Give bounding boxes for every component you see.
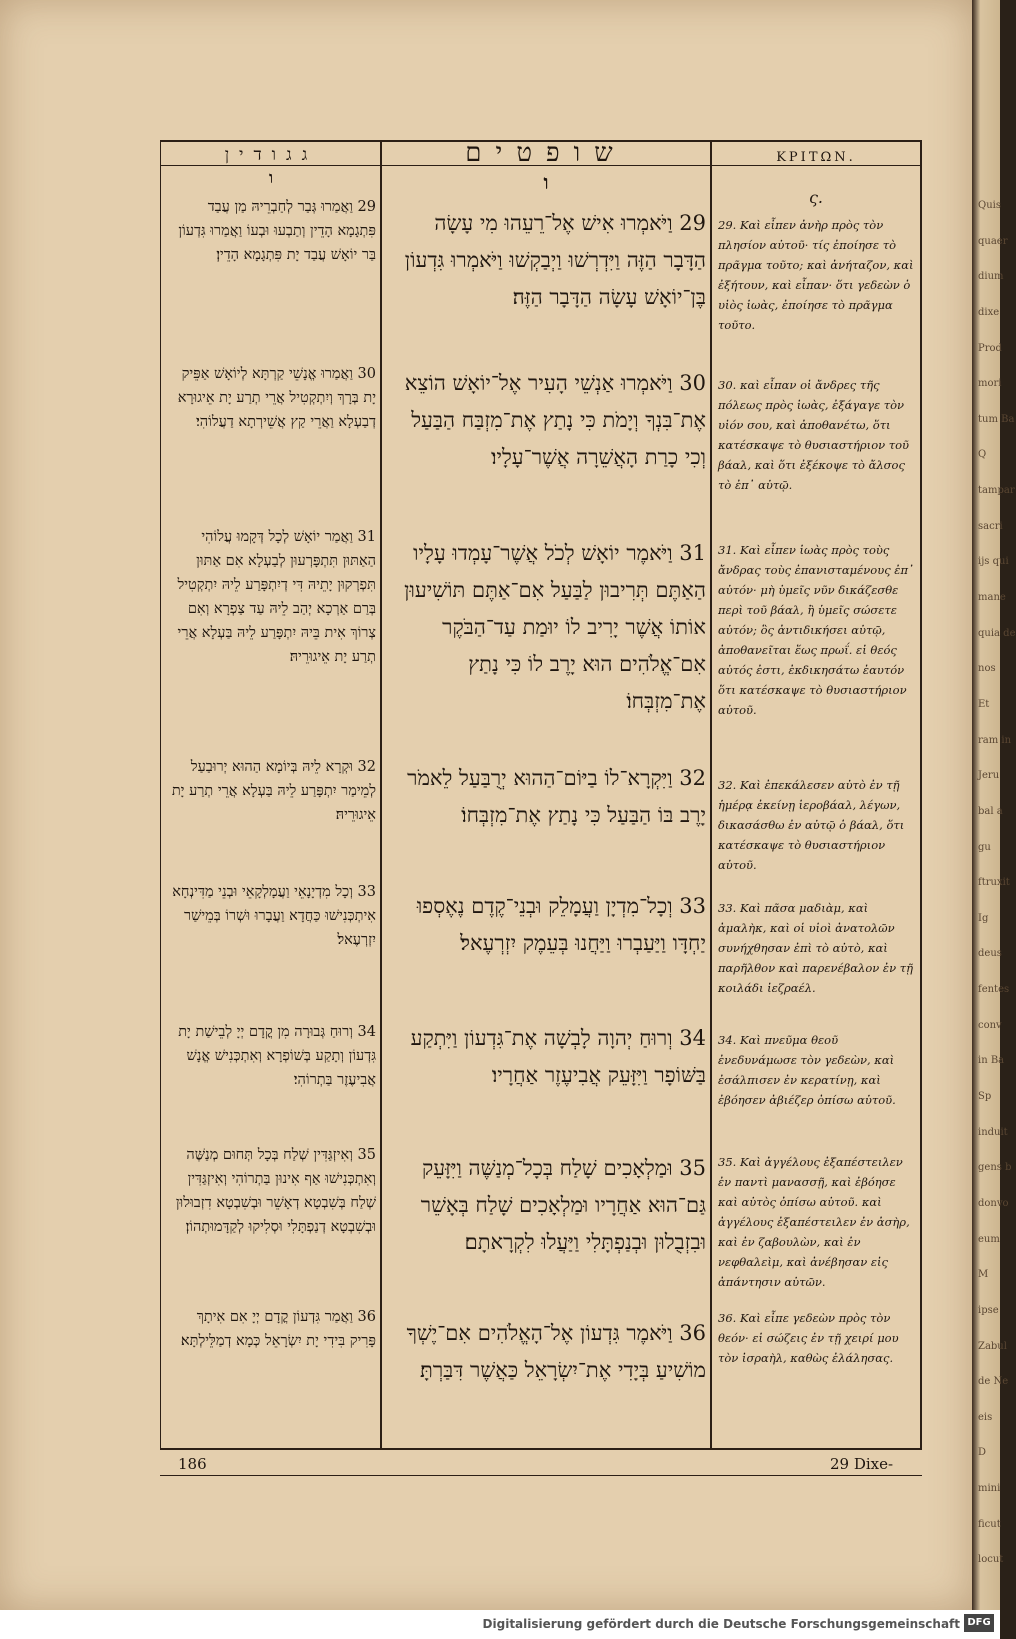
greek-verse-32: 32. Καὶ ἐπεκάλεσεν αὐτὸ ἐν τῇ ἡμέρᾳ ἐκείνῃ ἱεροβάαλ, λέγων, δικασάσθω ἐν αὐτῷ ὁ βάαλ, ὅτι κατέσκαψε τὸ θυσιαστήριον αὐτοῦ. <box>718 778 905 872</box>
aramaic-column-header: גגודין <box>224 145 318 165</box>
aramaic-verse-35: 35 וְאִיזְגַּדִּין שְׁלַח בְּכָל תְּחוּם מְנַשֶּׁה וְאִתְכְּנִישׁוּ אַף אִינוּן בַּתְרוֹהִי וְאִיזְגַּדִּין שְׁלַח בְּשִׁבְטָא דְאָשֵׁר וּבְשִׁבְטָא דִזְבוּלוּן וּבְשִׁבְטָא דְנַפְתָּלִי וּסְלִיקוּ לְקַדָּמוּתְהוֹן׃ <box>175 1147 376 1235</box>
greek-verse-36: 36. Καὶ εἶπε γεδεὼν πρὸς τὸν θεόν· εἰ σώζεις ἐν τῇ χειρί μου τὸν ἰσραὴλ, καθὼς ἐλάλησας. <box>718 1311 899 1365</box>
facing-page-fragment: tum Ba <box>978 414 1015 425</box>
column-divider-1 <box>380 140 382 1450</box>
greek-column-header: ΚΡΙΤΩΝ. <box>776 150 856 165</box>
facing-page-fragment: Zabul <box>978 1341 1007 1352</box>
facing-page-fragment: Q <box>978 449 987 460</box>
facing-page-fragment: mori <box>978 378 1002 389</box>
hebrew-column-header: שופטים <box>465 138 627 168</box>
facing-page-fragment: Quis <box>978 200 1001 211</box>
facing-page-fragment: fentes <box>978 984 1010 995</box>
page-number: 186 <box>178 1455 207 1473</box>
aramaic-verse-32: 32 וּקְרָא לֵיהּ בְּיוֹמָא הַהוּא יְרוּבַעַל לְמֵימַר יִתְפָּרַע לֵיהּ בַּעְלָא אֲרֵי תְרַע יָת אֵיגוּרֵיהּ׃ <box>171 759 376 823</box>
greek-verse-34: 34. Καὶ πνεῦμα θεοῦ ἐνεδυνάμωσε τὸν γεδεὼν, καὶ ἐσάλπισεν ἐν κερατίνῃ, καὶ ἐβόησεν ἀβιέζερ ὀπίσω αὐτοῦ. <box>718 1033 896 1107</box>
hebrew-verse-34: 34 וְרוּחַ יְהוָה לָבְשָׁה אֶת־גִּדְעוֹן וַיִּתְקַע בַּשּׁוֹפָר וַיִּזָּעֵק אֲבִיעֶזֶר אַחֲרָיו׃ <box>410 1026 706 1087</box>
facing-page-fragment: D <box>978 1447 987 1458</box>
facing-page-fragment: mane <box>978 592 1006 603</box>
hebrew-verse-30: 30 וַיֹּאמְרוּ אַנְשֵׁי הָעִיר אֶל־יוֹאָשׁ הוֹצֵא אֶת־בִּנְךָ וְיָמֹת כִּי נָתַץ אֶת־מִזְבַּח הַבַּעַל וְכִי כָרַת הָאֲשֵׁרָה אֲשֶׁר־עָלָיו׃ <box>404 371 706 469</box>
facing-page-fragment: eum <box>978 1234 1000 1245</box>
facing-page-fragment: in Ba <box>978 1055 1005 1066</box>
frame-bottom-rule <box>160 1448 922 1450</box>
facing-page-fragment: quaer <box>978 236 1008 247</box>
facing-page-fragment: Sp <box>978 1091 992 1102</box>
aramaic-verse-36: 36 וַאֲמַר גִּדְעוֹן קֳדָם יְיָ אִם אִיתָךְ פָּרִיק בִּידִי יָת יִשְׂרָאֵל כְּמָא דְמַלֵּילְתָּא׃ <box>180 1309 376 1349</box>
frame-right-rule <box>920 140 922 1450</box>
hebrew-verse-36: 36 וַיֹּאמֶר גִּדְעוֹן אֶל־הָאֱלֹהִים אִם־יֶשְׁךָ מוֹשִׁיעַ בְּיָדִי אֶת־יִשְׂרָאֵל כַּאֲשֶׁר דִּבַּרְתָּ׃ <box>406 1321 706 1382</box>
hebrew-chapter-mark: ו <box>543 170 549 194</box>
facing-page-fragment: ficut <box>978 1519 1001 1530</box>
digitization-notice[interactable]: Digitalisierung gefördert durch die Deutsche Forschungsgemeinschaft <box>482 1617 960 1631</box>
facing-page-fragment: ijs qui <box>978 556 1009 567</box>
catchword: 29 Dixe- <box>830 1455 894 1473</box>
facing-page-fragment: de Ne <box>978 1376 1009 1387</box>
bottom-double-rule <box>160 1475 922 1476</box>
hebrew-verse-31: 31 וַיֹּאמֶר יוֹאָשׁ לְכֹל אֲשֶׁר־עָמְדוּ עָלָיו הַאַתֶּם תְּרִיבוּן לַבַּעַל אִם־אַתֶּם תּוֹשִׁיעוּן אוֹתוֹ אֲשֶׁר יָרִיב לוֹ יוּמַת עַד־הַבֹּקֶר אִם־אֱלֹהִים הוּא יָרֶב לוֹ כִּי נָתַץ אֶת־מִזְבְּחוֹ׃ <box>404 541 706 713</box>
dfg-logo[interactable]: DFG <box>964 1614 994 1632</box>
hebrew-verse-33: 33 וְכָל־מִדְיָן וַעֲמָלֵק וּבְנֵי־קֶדֶם נֶאֶסְפוּ יַחְדָּו וַיַּעַבְרוּ וַיַּחֲנוּ בְּעֵמֶק יִזְרְעֶאל׃ <box>416 894 706 955</box>
hebrew-verse-29: 29 וַיֹּאמְרוּ אִישׁ אֶל־רֵעֵהוּ מִי עָשָׂה הַדָּבָר הַזֶּה וַיִּדְרְשׁוּ וַיְבַקְשׁוּ וַיֹּאמְרוּ גִּדְעוֹן בֶּן־יוֹאָשׁ עָשָׂה הַדָּבָר הַזֶּה׃ <box>404 211 706 309</box>
facing-page-fragment: tampar <box>978 485 1015 496</box>
aramaic-chapter-mark: ו <box>268 168 274 187</box>
aramaic-verse-30: 30 וַאֲמַרוּ אֱנָשֵׁי קַרְתָּא לְיוֹאָשׁ אַפֵּיק יָת בְּרָךְ וְיִתְקְטִיל אֲרֵי תְרַע יָת אֵיגוּרָא דְבַעְלָא וַאֲרֵי קַץ אֲשֵׁירְתָא דַעֲלוֹהִי׃ <box>177 366 376 430</box>
facing-page-fragment: dium <box>978 271 1004 282</box>
facing-page-fragment: ftruxit <box>978 877 1010 888</box>
facing-page-fragment: ram in <box>978 735 1012 746</box>
facing-page-fragment: dixe <box>978 307 1000 318</box>
greek-verse-31: 31. Καὶ εἶπεν ἰωὰς πρὸς τοὺς ἄνδρας τοὺς ἐπανισταμένους ἐπ᾽ αὐτόν· μὴ ὑμεῖς νῦν δικάζεσθε περὶ τοῦ βάαλ, ἢ ὑμεῖς σώσετε αὐτόν; ὃς ἀντιδικήσει αὐτῷ, ἀποθανεῖται ἕως πρωΐ. εἰ θεός αὐτός ἐστι, ἐκδικησάτω ἑαυτόν ὅτι κατέσκαψε τὸ θυσιαστήριον αὐτοῦ. <box>718 543 914 717</box>
facing-page-fragment: conv <box>978 1020 1002 1031</box>
facing-page-fragment: M <box>978 1269 989 1280</box>
greek-verse-33: 33. Καὶ πᾶσα μαδιὰμ, καὶ ἀμαλὴκ, καὶ οἱ υἱοὶ ἀνατολῶν συνήχθησαν ἐπὶ τὸ αὐτὸ, καὶ παρῆλθον καὶ παρενέβαλον ἐν τῇ κοιλάδι ἰεζραέλ. <box>718 901 913 995</box>
frame-left-rule <box>160 140 161 1450</box>
facing-page-fragment: bal a <box>978 806 1003 817</box>
facing-page-fragment: deus <box>978 948 1002 959</box>
facing-page-fragment: donvo <box>978 1198 1009 1209</box>
aramaic-verse-34: 34 וְרוּחַ גְּבוּרָה מִן קֳדָם יְיָ לְבֵישַׁת יָת גִּדְעוֹן וְתָקַע בְּשׁוֹפְרָא וְאִתְכְּנִישׁ אֱנָשׁ אֲבִיעֶזֶר בַּתְרוֹהִי׃ <box>178 1024 376 1088</box>
facing-page-fragment: induit <box>978 1127 1008 1138</box>
facing-page-fragment: nos <box>978 663 996 674</box>
greek-chapter-mark: ς. <box>808 188 824 207</box>
greek-verse-30: 30. καὶ εἶπαν οἱ ἄνδρες τῆς πόλεως πρὸς ἰωὰς, ἐξάγαγε τὸν υἱόν σου, καὶ ἀποθανέτω, ὅτι κατέσκαψε τὸ θυσιαστήριον τοῦ βάαλ, καὶ ὅτι ἐξέκοψε τὸ ἄλσος τὸ ἐπ᾽ αὐτῷ. <box>718 378 910 492</box>
facing-page-fragment: gens b <box>978 1162 1012 1173</box>
facing-page-fragment: locut <box>978 1554 1004 1565</box>
hebrew-verse-32: 32 וַיִּקְרָא־לוֹ בַיּוֹם־הַהוּא יְרֻבַּעַל לֵאמֹר יָרֶב בּוֹ הַבַּעַל כִּי נָתַץ אֶת־מִזְבְּחוֹ׃ <box>407 766 706 827</box>
facing-page-fragment: quia de <box>978 628 1016 639</box>
hebrew-verse-35: 35 וּמַלְאָכִים שָׁלַח בְּכָל־מְנַשֶּׁה וַיִּזָּעֵק גַּם־הוּא אַחֲרָיו וּמַלְאָכִים שָׁלַח בְּאָשֵׁר וּבִזְבֻלוּן וּבְנַפְתָּלִי וַיַּעֲלוּ לִקְרָאתָם׃ <box>420 1156 706 1254</box>
column-divider-2 <box>710 140 712 1450</box>
greek-verse-29: 29. Καὶ εἶπεν ἀνὴρ πρὸς τὸν πλησίον αὐτοῦ· τίς ἐποίησε τὸ πρᾶγμα τοῦτο; καὶ ἀνήταζον, καὶ ἐξήτουν, καὶ εἶπαν· ὅτι γεδεὼν ὁ υἱὸς ἰωὰς, ἐποίησε τὸ πρᾶγμα τοῦτο. <box>718 218 914 332</box>
greek-verse-35: 35. Καὶ ἀγγέλους ἐξαπέστειλεν ἐν παντὶ μανασσῇ, καὶ ἐβόησε καὶ αὐτὸς ὀπίσω αὐτοῦ. καὶ ἀγγέλους ἐξαπέστειλεν ἐν ἀσὴρ, καὶ ἐν ζαβουλὼν, καὶ ἐν νεφθαλεὶμ, καὶ ἀνέβησαν εἰς ἀπάντησιν αὐτῶν. <box>718 1155 910 1289</box>
aramaic-verse-31: 31 וַאֲמַר יוֹאָשׁ לְכָל דְּקָמוּ עֲלוֹהִי הַאַתּוּן תִּתְפָּרְעוּן לְבַעְלָא אִם אַתּוּן תִּפְרְקוּן יָתֵיהּ דִּי דְיִתְפָּרַע לֵיהּ יִתְקְטִיל בְּרַם אַרְכָא יְהַב לֵיהּ עַד צַפְרָא וְאִם צְרוֹךְ אִית בֵּיהּ יִתְפָּרַע לֵיהּ בַּעְלָא אֲרֵי תְרַע יָת אֵיגוּרֵיהּ׃ <box>177 529 376 665</box>
facing-page-fragment: eis <box>978 1412 993 1423</box>
facing-page-fragment: Et <box>978 699 990 710</box>
facing-page-fragment: ipse <box>978 1305 999 1316</box>
aramaic-verse-29: 29 וַאֲמַרוּ גְּבַר לְחַבְרֵיהּ מַן עֲבַד פִּתְגָמָא הָדֵין וְתַבְעוּ וּבְעוֹ וַאֲמַרוּ גִּדְעוֹן בַּר יוֹאָשׁ עֲבַד יָת פִּתְגָמָא הָדֵין׃ <box>178 199 376 263</box>
facing-page-fragment: sacri <box>978 521 1003 532</box>
facing-page-fragment: Jeru <box>978 770 1000 781</box>
facing-page-fragment: mini <box>978 1483 1001 1494</box>
aramaic-verse-33: 33 וְכָל מִדְיָנָאֵי וַעֲמָלְקָאֵי וּבְנֵי מַדִּינְחָא אִיתְכְּנִישׁוּ כַּחֲדָא וַעֲבָרוּ וּשְׁרוֹ בְּמֵישַׁר יִזְרְעֶאל׃ <box>172 884 376 948</box>
facing-page-fragment: gu <box>978 842 991 853</box>
facing-page-fragment: Ig <box>978 913 989 924</box>
facing-page-fragment: Prod <box>978 343 1002 354</box>
